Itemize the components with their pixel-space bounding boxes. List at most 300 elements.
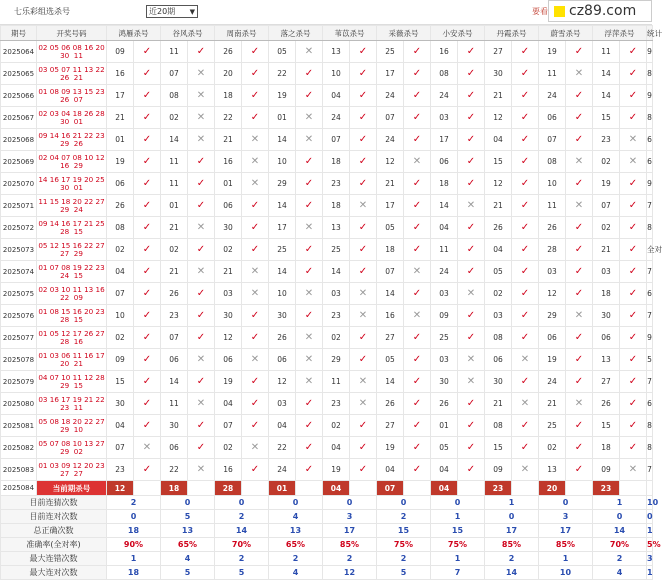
kill-number-cell: 11 (431, 239, 458, 261)
cross-icon: ✕ (620, 459, 647, 481)
column-header[interactable]: 浮萍杀号 (593, 26, 647, 41)
draw-numbers-line: 01 07 08 19 22 23 (38, 262, 105, 272)
period-cell: 2025072 (1, 217, 37, 239)
kill-number-cell: 05 (269, 41, 296, 63)
cross-icon: ✕ (566, 63, 593, 85)
stats-value: 15 (377, 524, 431, 538)
stats-label: 总正确次数 (1, 524, 107, 538)
stats-value: 4 (161, 552, 215, 566)
empty-cell (134, 481, 161, 496)
column-header[interactable]: 苇苡杀号 (323, 26, 377, 41)
kill-number-cell: 08 (485, 415, 512, 437)
kill-number-cell: 19 (593, 173, 620, 195)
current-kill-number: 23 (485, 481, 512, 496)
column-header[interactable]: 落之杀号 (269, 26, 323, 41)
draw-numbers-cell (37, 327, 107, 349)
kill-number-cell: 14 (593, 63, 620, 85)
table-row (1, 195, 653, 217)
stats-value: 2 (377, 552, 431, 566)
cross-icon: ✕ (296, 371, 323, 393)
cross-icon: ✕ (566, 195, 593, 217)
kill-number-cell: 12 (269, 371, 296, 393)
kill-number-cell: 15 (485, 151, 512, 173)
kill-number-cell: 18 (323, 195, 350, 217)
check-icon: ✓ (350, 217, 377, 239)
stats-value: 0 (269, 496, 323, 510)
check-icon: ✓ (188, 415, 215, 437)
check-icon: ✓ (242, 371, 269, 393)
kill-number-cell: 30 (593, 305, 620, 327)
stats-value: 75% (431, 538, 485, 552)
period-cell: 2025083 (1, 459, 37, 481)
period-cell: 2025078 (1, 349, 37, 371)
kill-number-cell: 11 (323, 371, 350, 393)
check-icon: ✓ (620, 393, 647, 415)
kill-number-cell: 21 (539, 393, 566, 415)
site-logo[interactable] (548, 0, 652, 22)
kill-number-cell: 16 (431, 41, 458, 63)
kill-number-cell: 14 (377, 283, 404, 305)
period-cell: 2025077 (1, 327, 37, 349)
check-icon: ✓ (458, 129, 485, 151)
kill-number-cell: 13 (323, 41, 350, 63)
kill-number-cell: 04 (107, 261, 134, 283)
check-icon: ✓ (188, 173, 215, 195)
kill-number-cell: 13 (539, 459, 566, 481)
kill-number-cell: 14 (431, 195, 458, 217)
period-range-value: 近20期 (149, 7, 176, 16)
empty-cell (242, 481, 269, 496)
cross-icon: ✕ (188, 459, 215, 481)
column-header[interactable]: 蔚雪杀号 (539, 26, 593, 41)
kill-number-cell: 03 (431, 349, 458, 371)
draw-numbers-line: 24 15 (60, 270, 83, 280)
kill-number-cell: 06 (431, 151, 458, 173)
check-icon: ✓ (242, 393, 269, 415)
check-icon: ✓ (620, 349, 647, 371)
period-cell: 2025068 (1, 129, 37, 151)
period-cell: 2025073 (1, 239, 37, 261)
column-header[interactable]: 期号 (1, 26, 37, 41)
stats-row (1, 552, 653, 566)
stats-value: 1 (431, 510, 485, 524)
stats-label: 最大连错次数 (1, 552, 107, 566)
check-icon: ✓ (620, 85, 647, 107)
check-icon: ✓ (404, 217, 431, 239)
kill-number-cell: 07 (215, 415, 242, 437)
column-header[interactable]: 鸿雁杀号 (107, 26, 161, 41)
stats-label: 准确率(全对率) (1, 538, 107, 552)
check-icon: ✓ (512, 371, 539, 393)
check-icon: ✓ (566, 437, 593, 459)
check-icon: ✓ (458, 173, 485, 195)
check-icon: ✓ (512, 85, 539, 107)
kill-number-cell: 10 (269, 283, 296, 305)
check-icon: ✓ (620, 261, 647, 283)
kill-number-cell: 02 (215, 437, 242, 459)
count-cell: 8 (647, 63, 653, 85)
stats-row (1, 524, 653, 538)
kill-number-cell: 19 (215, 371, 242, 393)
check-icon: ✓ (620, 415, 647, 437)
check-icon: ✓ (134, 327, 161, 349)
column-header[interactable]: 统计 (647, 26, 653, 41)
kill-number-cell: 26 (161, 283, 188, 305)
kill-number-cell: 16 (377, 305, 404, 327)
check-icon: ✓ (566, 283, 593, 305)
check-icon: ✓ (512, 305, 539, 327)
cross-icon: ✕ (350, 371, 377, 393)
check-icon: ✓ (350, 63, 377, 85)
check-icon: ✓ (566, 239, 593, 261)
check-icon: ✓ (458, 85, 485, 107)
current-kill-number: 07 (377, 481, 404, 496)
stats-value: 0 (593, 510, 647, 524)
kill-number-cell: 17 (269, 217, 296, 239)
kill-number-cell: 01 (269, 107, 296, 129)
stats-value: 65% (161, 538, 215, 552)
kill-number-cell: 24 (431, 85, 458, 107)
check-icon: ✓ (404, 107, 431, 129)
table-row (1, 41, 653, 63)
current-period-row (1, 481, 653, 496)
column-header[interactable]: 周南杀号 (215, 26, 269, 41)
kill-number-cell: 12 (539, 283, 566, 305)
check-icon: ✓ (188, 283, 215, 305)
draw-numbers-cell (37, 349, 107, 371)
draw-numbers-line: 14 16 17 19 20 25 (38, 174, 105, 184)
cross-icon: ✕ (296, 217, 323, 239)
stats-value: 13 (269, 524, 323, 538)
kill-number-cell: 26 (431, 393, 458, 415)
count-cell: 9 (647, 173, 653, 195)
draw-numbers-line: 27 27 (60, 468, 83, 478)
kill-number-cell: 06 (593, 327, 620, 349)
stats-label: 目前连对次数 (1, 510, 107, 524)
check-icon: ✓ (350, 349, 377, 371)
check-icon: ✓ (296, 459, 323, 481)
kill-number-cell: 26 (107, 195, 134, 217)
check-icon: ✓ (242, 459, 269, 481)
kill-number-cell: 01 (107, 129, 134, 151)
draw-numbers-line: 09 14 16 17 21 25 (38, 218, 105, 228)
check-icon: ✓ (512, 41, 539, 63)
check-icon: ✓ (134, 283, 161, 305)
check-icon: ✓ (458, 437, 485, 459)
cross-icon: ✕ (188, 349, 215, 371)
kill-number-cell: 15 (593, 415, 620, 437)
check-icon: ✓ (242, 239, 269, 261)
stats-value: 4 (593, 566, 647, 580)
cross-icon: ✕ (350, 195, 377, 217)
kill-number-cell: 04 (431, 459, 458, 481)
empty-cell (566, 481, 593, 496)
draw-numbers-line: 01 05 12 17 26 27 (38, 328, 105, 338)
kill-number-cell: 26 (593, 393, 620, 415)
check-icon: ✓ (404, 85, 431, 107)
check-icon: ✓ (188, 239, 215, 261)
check-icon: ✓ (458, 327, 485, 349)
count-cell: 7 (647, 261, 653, 283)
kill-number-cell: 04 (269, 415, 296, 437)
period-cell: 2025067 (1, 107, 37, 129)
check-icon: ✓ (296, 261, 323, 283)
empty-cell (512, 481, 539, 496)
kill-number-cell: 06 (539, 107, 566, 129)
kill-number-cell: 21 (215, 129, 242, 151)
check-icon: ✓ (566, 41, 593, 63)
cross-icon: ✕ (242, 129, 269, 151)
draw-numbers-line: 02 03 04 18 26 28 (38, 108, 105, 118)
kill-number-cell: 21 (485, 393, 512, 415)
check-icon: ✓ (350, 107, 377, 129)
draw-numbers-line: 04 07 10 11 12 28 (38, 372, 105, 382)
kill-number-cell: 04 (323, 85, 350, 107)
draw-numbers-line: 28 15 (60, 226, 83, 236)
check-icon: ✓ (296, 151, 323, 173)
stats-value: 0 (323, 496, 377, 510)
kill-number-cell: 17 (377, 63, 404, 85)
draw-numbers-cell (37, 437, 107, 459)
kill-number-cell: 24 (377, 129, 404, 151)
kill-number-cell: 08 (431, 63, 458, 85)
check-icon: ✓ (404, 437, 431, 459)
cross-icon: ✕ (296, 107, 323, 129)
kill-number-cell: 17 (107, 85, 134, 107)
count-cell: 9 (647, 85, 653, 107)
draw-numbers-cell (37, 393, 107, 415)
check-icon: ✓ (512, 415, 539, 437)
kill-number-cell: 12 (485, 107, 512, 129)
kill-number-cell: 16 (215, 459, 242, 481)
cross-icon: ✕ (512, 459, 539, 481)
stats-value: 1 (647, 524, 653, 538)
cross-icon: ✕ (350, 305, 377, 327)
stats-value: 18 (107, 566, 161, 580)
stats-value: 5 (215, 566, 269, 580)
kill-number-cell: 06 (485, 349, 512, 371)
check-icon: ✓ (620, 41, 647, 63)
check-icon: ✓ (134, 173, 161, 195)
kill-number-cell: 18 (593, 437, 620, 459)
cross-icon: ✕ (458, 195, 485, 217)
draw-numbers-line: 22 09 (60, 292, 83, 302)
column-header[interactable]: 采薇杀号 (377, 26, 431, 41)
kill-number-cell: 14 (161, 371, 188, 393)
count-cell: 6 (647, 393, 653, 415)
draw-numbers-line: 05 08 18 20 22 27 (38, 416, 105, 426)
draw-numbers-line: 05 12 15 16 22 27 (38, 240, 105, 250)
check-icon: ✓ (296, 393, 323, 415)
check-icon: ✓ (404, 173, 431, 195)
check-icon: ✓ (296, 239, 323, 261)
cross-icon: ✕ (296, 129, 323, 151)
period-range-select[interactable] (146, 5, 198, 18)
check-icon: ✓ (512, 217, 539, 239)
kill-number-cell: 02 (593, 151, 620, 173)
kill-number-cell: 21 (107, 107, 134, 129)
kill-number-cell: 01 (215, 173, 242, 195)
kill-number-cell: 03 (269, 393, 296, 415)
kill-number-cell: 29 (539, 305, 566, 327)
kill-number-cell: 30 (215, 217, 242, 239)
promo-link[interactable]: 要看 (532, 7, 548, 16)
column-header[interactable]: 开奖号码 (37, 26, 107, 41)
kill-number-cell: 21 (161, 261, 188, 283)
cross-icon: ✕ (458, 349, 485, 371)
check-icon: ✓ (512, 239, 539, 261)
kill-number-cell: 14 (269, 261, 296, 283)
kill-number-cell: 19 (323, 459, 350, 481)
check-icon: ✓ (188, 305, 215, 327)
check-icon: ✓ (188, 195, 215, 217)
check-icon: ✓ (134, 415, 161, 437)
draw-numbers-line: 28 16 (60, 336, 83, 346)
kill-number-cell: 07 (377, 107, 404, 129)
draw-numbers-line: 27 29 (60, 248, 83, 258)
kill-number-cell: 23 (161, 305, 188, 327)
kill-number-cell: 25 (539, 415, 566, 437)
current-kill-number: 23 (593, 481, 620, 496)
stats-value: 14 (593, 524, 647, 538)
draw-numbers-cell (37, 41, 107, 63)
check-icon: ✓ (350, 459, 377, 481)
check-icon: ✓ (566, 173, 593, 195)
kill-number-cell: 02 (323, 415, 350, 437)
count-cell: 全对 (647, 239, 653, 261)
stats-value: 90% (107, 538, 161, 552)
current-kill-number: 20 (539, 481, 566, 496)
draw-numbers-line: 26 07 (60, 94, 83, 104)
kill-number-cell: 20 (215, 63, 242, 85)
kill-number-cell: 21 (161, 217, 188, 239)
draw-numbers-line: 02 03 10 11 13 16 (38, 284, 105, 294)
check-icon: ✓ (458, 393, 485, 415)
current-kill-label: 当前期杀号 (37, 481, 107, 496)
kill-number-cell: 30 (485, 63, 512, 85)
draw-numbers-line: 03 05 07 11 13 22 (38, 64, 105, 74)
stats-value: 2 (107, 496, 161, 510)
stats-value: 75% (377, 538, 431, 552)
kill-number-cell: 04 (431, 217, 458, 239)
count-cell: 7 (647, 459, 653, 481)
kill-number-cell: 04 (377, 459, 404, 481)
check-icon: ✓ (620, 327, 647, 349)
kill-number-cell: 02 (107, 239, 134, 261)
check-icon: ✓ (512, 107, 539, 129)
check-icon: ✓ (512, 173, 539, 195)
check-icon: ✓ (620, 107, 647, 129)
draw-numbers-cell (37, 151, 107, 173)
kill-number-cell: 04 (485, 129, 512, 151)
stats-value: 0 (107, 510, 161, 524)
check-icon: ✓ (242, 107, 269, 129)
kill-number-cell: 26 (485, 217, 512, 239)
column-header[interactable]: 小安杀号 (431, 26, 485, 41)
stats-value: 5 (161, 566, 215, 580)
kill-number-cell: 24 (269, 459, 296, 481)
kill-number-cell: 24 (377, 85, 404, 107)
check-icon: ✓ (404, 371, 431, 393)
stats-value: 17 (323, 524, 377, 538)
table-body (1, 41, 662, 580)
table-row (1, 129, 653, 151)
check-icon: ✓ (350, 173, 377, 195)
check-icon: ✓ (458, 63, 485, 85)
page-title: 七乐彩组选杀号 (14, 7, 70, 16)
kill-number-cell: 11 (161, 173, 188, 195)
draw-numbers-line: 03 16 17 19 21 22 (38, 394, 105, 404)
kill-number-cell: 03 (485, 305, 512, 327)
cross-icon: ✕ (242, 173, 269, 195)
draw-numbers-cell (37, 371, 107, 393)
kill-number-cell: 05 (485, 261, 512, 283)
table-row (1, 85, 653, 107)
table-row (1, 437, 653, 459)
check-icon: ✓ (458, 217, 485, 239)
kill-number-cell: 02 (107, 327, 134, 349)
kill-number-cell: 07 (323, 129, 350, 151)
kill-number-cell: 02 (593, 217, 620, 239)
check-icon: ✓ (350, 415, 377, 437)
check-icon: ✓ (134, 129, 161, 151)
check-icon: ✓ (512, 63, 539, 85)
check-icon: ✓ (566, 371, 593, 393)
kill-number-cell: 03 (431, 283, 458, 305)
kill-number-cell: 13 (593, 349, 620, 371)
cross-icon: ✕ (134, 437, 161, 459)
period-cell: 2025065 (1, 63, 37, 85)
count-cell: 6 (647, 151, 653, 173)
kill-number-cell: 07 (161, 327, 188, 349)
kill-number-cell: 06 (107, 173, 134, 195)
cross-icon: ✕ (296, 327, 323, 349)
kill-number-cell: 02 (485, 283, 512, 305)
stats-value: 4 (269, 510, 323, 524)
column-header[interactable]: 谷风杀号 (161, 26, 215, 41)
cross-icon: ✕ (512, 393, 539, 415)
draw-numbers-line: 01 08 09 13 15 23 (38, 86, 105, 96)
kill-number-cell: 23 (323, 305, 350, 327)
kill-number-cell: 21 (485, 195, 512, 217)
column-header[interactable]: 丹霞杀号 (485, 26, 539, 41)
draw-numbers-line: 30 11 (60, 50, 83, 60)
kill-number-cell: 28 (539, 239, 566, 261)
draw-numbers-line: 30 01 (60, 116, 83, 126)
check-icon: ✓ (134, 151, 161, 173)
draw-numbers-line: 26 21 (60, 72, 83, 82)
kill-number-cell: 26 (377, 393, 404, 415)
kill-number-cell: 23 (107, 459, 134, 481)
stats-value: 1 (539, 552, 593, 566)
check-icon: ✓ (188, 41, 215, 63)
stats-value: 10 (647, 496, 653, 510)
table-row (1, 239, 653, 261)
stats-value: 12 (323, 566, 377, 580)
kill-number-cell: 03 (539, 261, 566, 283)
cross-icon: ✕ (242, 437, 269, 459)
check-icon: ✓ (566, 85, 593, 107)
check-icon: ✓ (620, 283, 647, 305)
period-cell: 2025066 (1, 85, 37, 107)
stats-value: 85% (323, 538, 377, 552)
kill-number-cell: 07 (107, 437, 134, 459)
kill-number-cell: 24 (539, 371, 566, 393)
check-icon: ✓ (620, 195, 647, 217)
kill-number-cell: 25 (431, 327, 458, 349)
table-row (1, 63, 653, 85)
kill-number-cell: 08 (485, 327, 512, 349)
